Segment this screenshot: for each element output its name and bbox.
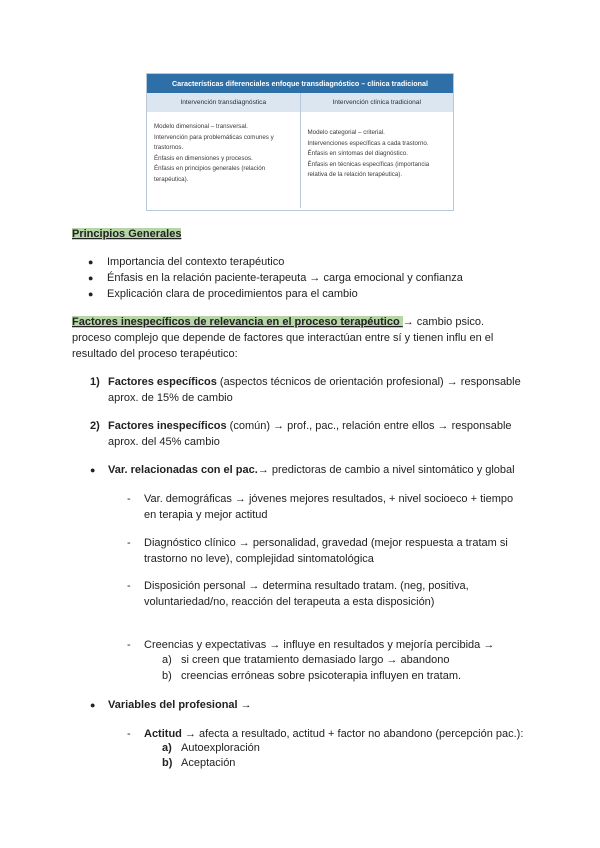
factor-1: Factores específicos (aspectos técnicos de orientación profesional) → responsable xyxy=(108,376,521,388)
table-cell-line: Intervención para problemáticas comunes y xyxy=(154,133,274,141)
table-cell-line: Énfasis en dimensiones y procesos. xyxy=(154,154,253,162)
table-cell-line: Énfasis en síntomas del diagnóstico. xyxy=(307,150,408,157)
factor-1-number: 1) xyxy=(90,376,100,388)
principios-bullet-icon: ● xyxy=(88,257,94,267)
comparison-table-image xyxy=(146,73,454,211)
creencia-letter: b) xyxy=(162,670,172,682)
actitud-letter: a) xyxy=(162,742,172,754)
dash-icon: - xyxy=(127,537,131,549)
paciente-sub-line: Diagnóstico clínico → personalidad, gravedad (mejor respuesta a tratam si xyxy=(144,537,508,549)
creencia-item: creencias erróneas sobre psicoterapia influyen en tratam. xyxy=(181,670,462,682)
profesional-heading: Variables del profesional → xyxy=(108,699,252,711)
factores-intro-line: proceso complejo que depende de factores que interactúan entre sí y tienen influ en el xyxy=(72,332,494,344)
paciente-sub-line: trastorno no leve), complejidad sintomatológica xyxy=(144,553,374,565)
table-cell-line: terapéutica). xyxy=(154,175,189,183)
factor-1-line2: aprox. de 15% de cambio xyxy=(108,392,233,404)
factor-2-line2: aprox. del 45% cambio xyxy=(108,436,220,448)
factores-heading: Factores inespecíficos de relevancia en el proceso terapéutico → cambio psico. xyxy=(72,316,485,328)
principios-heading: Principios Generales xyxy=(72,228,182,240)
factor-2: Factores inespecíficos (común) → prof., pac., relación entre ellos → responsable xyxy=(108,420,512,432)
paciente-sub-line: voluntariedad/no, reacción del terapeuta a esta disposición) xyxy=(144,596,435,608)
dash-icon: - xyxy=(127,728,131,740)
actitud-letter: b) xyxy=(162,757,173,769)
principios-item: Importancia del contexto terapéutico xyxy=(107,256,285,268)
table-header-right: Intervención clínica tradicional xyxy=(332,99,421,106)
paciente-heading: Var. relacionadas con el pac.→ predictoras de cambio a nivel sintomático y global xyxy=(108,464,515,476)
dash-icon: - xyxy=(127,639,131,651)
principios-item: Énfasis en la relación paciente-terapeuta → carga emocional y confianza xyxy=(107,272,463,284)
principios-bullet-icon: ● xyxy=(88,273,94,283)
paciente-sub-line: Var. demográficas → jóvenes mejores resultados, + nivel socioeco + tiempo xyxy=(144,493,514,505)
actitud-item: Autoexploración xyxy=(181,742,260,754)
profesional-bullet-icon: ● xyxy=(90,700,96,710)
paciente-sub-line: en terapia y mejor actitud xyxy=(144,509,268,521)
table-cell-line: Intervenciones específicas a cada trastorno. xyxy=(307,139,429,147)
principios-item: Explicación clara de procedimientos para el cambio xyxy=(107,288,358,300)
actitud-item: Aceptación xyxy=(181,757,236,769)
dash-icon: - xyxy=(127,580,131,592)
creencia-item: si creen que tratamiento demasiado largo → abandono xyxy=(181,654,450,666)
table-body xyxy=(147,112,453,208)
table-cell-line: Énfasis en técnicas específicas (importancia xyxy=(307,160,430,168)
table-header-left: Intervención transdiagnóstica xyxy=(147,93,301,112)
table-col-left xyxy=(147,112,301,208)
paciente-bullet-icon: ● xyxy=(90,465,96,475)
factor-2-number: 2) xyxy=(90,420,100,432)
creencia-letter: a) xyxy=(162,654,172,666)
paciente-sub-line: Disposición personal → determina resultado tratam. (neg, positiva, xyxy=(144,580,469,592)
paciente-sub-line: Creencias y expectativas → influye en resultados y mejoría percibida → xyxy=(144,639,495,651)
actitud-line: Actitud → afecta a resultado, actitud + factor no abandono (percepción pac.): xyxy=(144,728,524,740)
table-title: Características diferenciales enfoque transdiagnóstico – clínica tradicional xyxy=(147,74,453,93)
table-cell-line: Énfasis en principios generales (relación xyxy=(154,165,266,172)
factores-intro-line: resultado del proceso terapéutico: xyxy=(72,348,238,360)
table-cell-line: Modelo dimensional – transversal. xyxy=(154,123,248,130)
principios-bullet-icon: ● xyxy=(88,289,94,299)
table-cell-line: trastornos. xyxy=(154,144,184,151)
table-header-row xyxy=(147,93,453,112)
table-col-right xyxy=(301,112,454,208)
table-cell-line: Modelo categorial – criterial. xyxy=(307,129,385,136)
dash-icon: - xyxy=(127,493,131,505)
table-cell-line: relativa de la relación terapéutica). xyxy=(307,171,403,178)
